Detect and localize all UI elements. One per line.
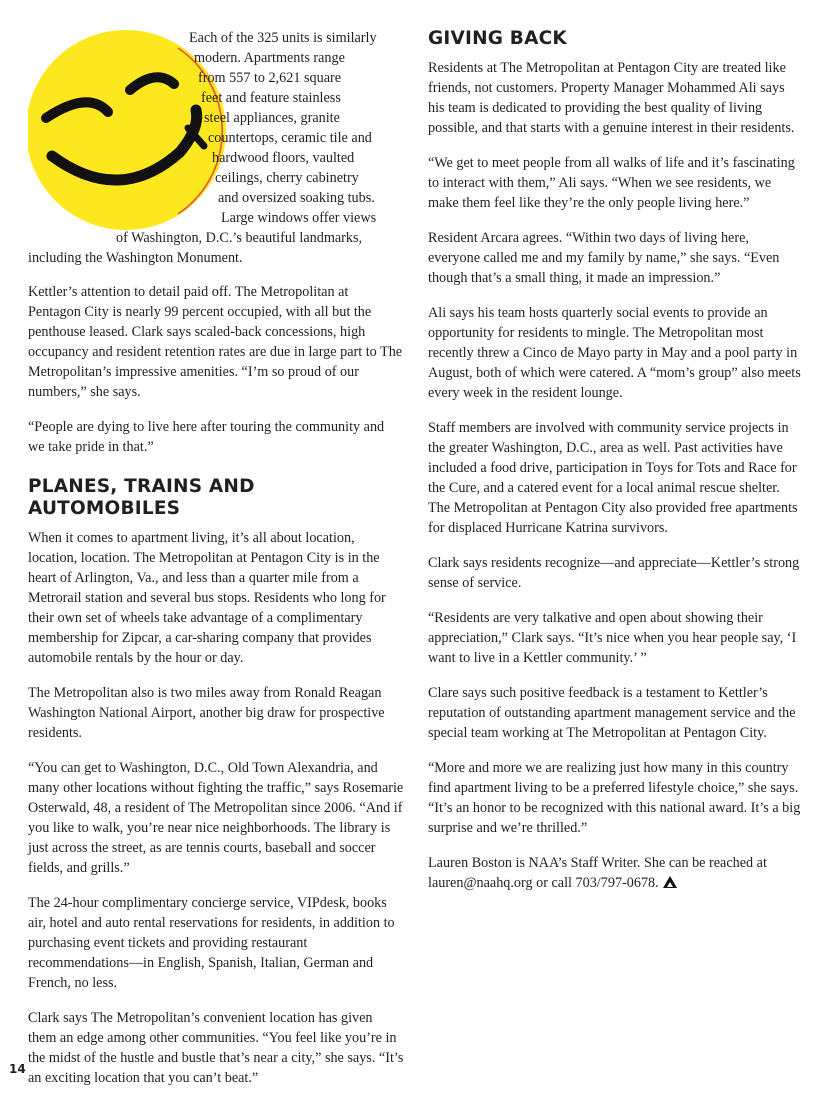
paragraph-staff-service: Staff members are involved with community service projects in the greater Washington, D.C., area as well. Past activities have included a food drive, participation in Toys for Tots and Race for the Cure, and a catered event for a local animal rescue shelter. The Metropolitan at Pentagon City also provided free apartments for displaced Hurricane Katrina survivors. — [428, 420, 798, 536]
paragraph-meet-people: “We get to meet people from all walks of life and it’s fascinating to interact with them,” Ali says. “When we see residents, we make them feel like they’re the only people living here.” — [428, 155, 795, 211]
heading-giving-back: GIVING BACK — [428, 28, 567, 49]
paragraph-osterwald-quote: “You can get to Washington, D.C., Old Town Alexandria, and many other locations without fighting the traffic,” says Rosemarie Osterwald, 48, a resident of The Metropolitan since 2006. “And if you like to walk, you’re near nice neighborhoods. The library is just across the street, as are tennis courts, baseball and soccer fields, and grills.” — [28, 760, 404, 876]
paragraph-positive-feedback: Clare says such positive feedback is a testament to Kettler’s reputation of outstanding apartment management service and the special team working at The Metropolitan at Pentagon City. — [428, 685, 796, 741]
intro-line: Each of the 325 units is similarly — [189, 30, 377, 46]
intro-line: countertops, ceramic tile and — [208, 130, 372, 146]
paragraph-more-and-more: “More and more we are realizing just how many in this country find apartment living to be a preferred lifestyle choice,” she says. “It’s an honor to be recognized with this national award. It’s a big surprise and we’re thrilled.” — [428, 760, 801, 836]
intro-wrap — [28, 28, 404, 268]
paragraph-location: When it comes to apartment living, it’s all about location, location, location. The Metropolitan at Pentagon City is in the heart of Arlington, Va., and less than a quarter mile from a Metrorail station and several bus stops. Residents who long for their own set of wheels take advantage of a complimentary membership for Zipcar, a car-sharing company that provides automobile rentals by the hour or day. — [28, 530, 386, 666]
intro-line: of Washington, D.C.’s beautiful landmarks, — [116, 230, 363, 246]
intro-line: including the Washington Monument. — [28, 250, 243, 266]
intro-line: and oversized soaking tubs. — [218, 190, 375, 206]
author-byline — [428, 853, 803, 893]
intro-line: feet and feature stainless — [201, 90, 341, 106]
paragraph-airport: The Metropolitan also is two miles away from Ronald Reagan Washington National Airport, another big draw for prospective residents. — [28, 685, 385, 741]
paragraph-recognize: Clark says residents recognize—and appreciate—Kettler’s strong sense of service. — [428, 555, 800, 591]
paragraph-arcara: Resident Arcara agrees. “Within two days of living here, everyone called me and my family by name,” she says. “Even though that’s a small thing, it made an impression.” — [428, 230, 780, 286]
end-triangle-icon — [663, 876, 677, 888]
paragraph-kettler-detail: Kettler’s attention to detail paid off. The Metropolitan at Pentagon City is nearly 99 percent occupied, with all but the penthouse leased. Clark says scaled-back concessions, high occupancy and resident retention rates are due in large part to The Metropolitan’s impressive amenities. “I’m so proud of our numbers,” she says. — [28, 284, 403, 400]
paragraph-friends: Residents at The Metropolitan at Pentagon City are treated like friends, not customers. Property Manager Mohammed Ali says his team is dedicated to providing the best quality of living possible, and that starts with a genuine interest in their residents. — [428, 60, 795, 136]
intro-line: ceilings, cherry cabinetry — [215, 170, 359, 186]
right-column — [428, 28, 803, 908]
paragraph-concierge: The 24-hour complimentary concierge service, VIPdesk, books air, hotel and auto rental reservations for residents, in addition to purchasing event tickets and providing restaurant recommendations—in English, Spanish, Italian, German and French, no less. — [28, 895, 395, 991]
intro-line: steel appliances, granite — [204, 110, 340, 126]
paragraph-convenient-location: Clark says The Metropolitan’s convenient location has given them an edge among other communities. “You feel like you’re in the midst of the hustle and bustle that’s near a city,” she says. “It’s an exciting location that you can’t beat.” — [28, 1010, 404, 1086]
left-column — [28, 28, 404, 1103]
byline-text: Lauren Boston is NAA’s Staff Writer. She can be reached at lauren@naahq.org or call 703/797-0678. — [428, 855, 767, 891]
heading-planes-trains: PLANES, TRAINS AND AUTOMOBILES — [28, 476, 255, 519]
paragraph-talkative: “Residents are very talkative and open about showing their appreciation,” Clark says. “It’s nice when you hear people say, ‘I want to live in a Kettler community.’ ” — [428, 610, 797, 666]
paragraph-social-events: Ali says his team hosts quarterly social events to provide an opportunity for residents to mingle. The Metropolitan most recently threw a Cinco de Mayo party in May and a pool party in August, both of which were catered. A “mom’s group” also meets every week in the resident lounge. — [428, 305, 801, 401]
page-number: 14 — [9, 1062, 26, 1076]
paragraph-dying-to-live: “People are dying to live here after touring the community and we take pride in that.” — [28, 419, 385, 455]
intro-line: hardwood floors, vaulted — [212, 150, 355, 166]
intro-line: from 557 to 2,621 square — [198, 70, 342, 86]
intro-line: Large windows offer views — [221, 210, 377, 226]
intro-line: modern. Apartments range — [194, 50, 345, 66]
